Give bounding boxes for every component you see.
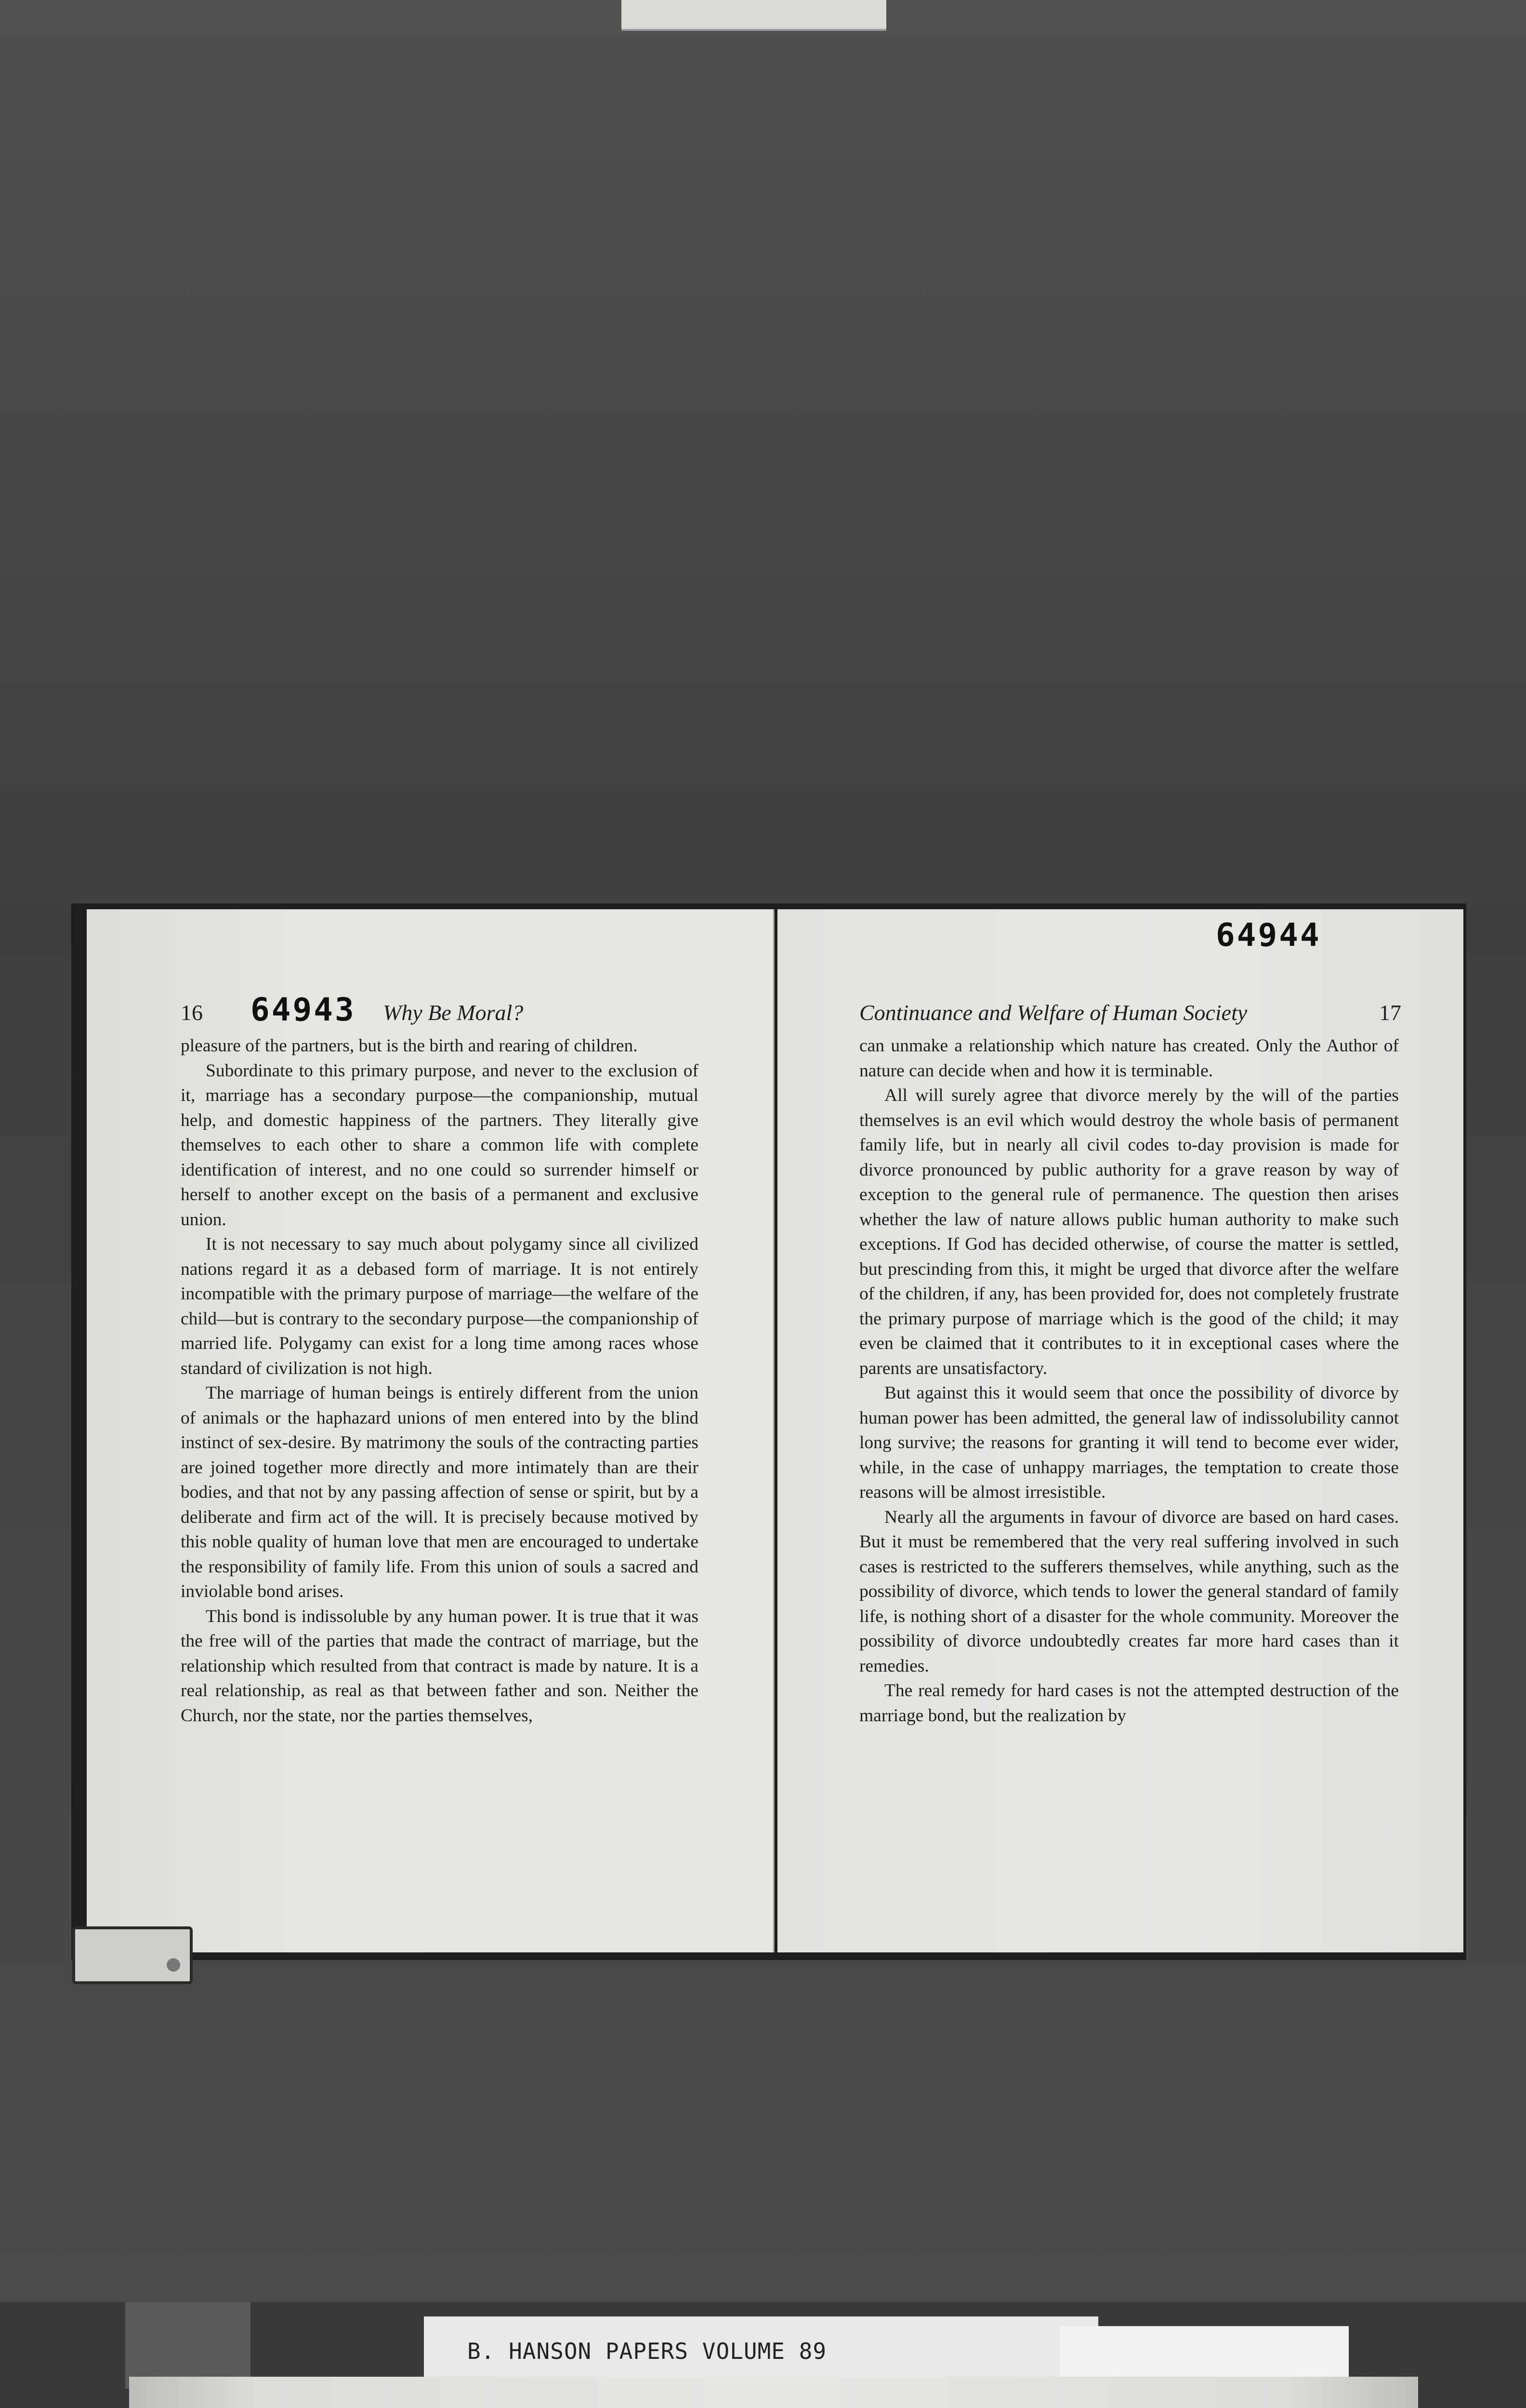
right-page-body — [859, 1034, 1399, 1728]
left-page — [87, 909, 775, 1952]
left-page-stamp: 64943 — [250, 991, 356, 1028]
left-page-header — [181, 991, 744, 1034]
paragraph: But against this it would seem that once the possibility of divorce by human power has been admitted, the general law of indissolubility cannot long survive; the reasons for granting it will tend to become ever wider, while, in the case of unhappy marriages, the temptation to create those reasons will be almost irresistible. — [859, 1383, 1399, 1502]
paragraph: pleasure of the partners, but is the birth and rearing of children. — [181, 1036, 638, 1056]
left-page-body — [181, 1034, 698, 1728]
top-paper-tab — [621, 0, 886, 31]
paragraph: It is not necessary to say much about polygamy since all civilized nations regard it as a debased form of marriage. It is not entirely incompatible with the primary purpose of marriage—the welfare of the child—but is contrary to the secondary purpose—the companionship of married life. Polygamy can exist for a long time among races whose standard of civilization is not high. — [181, 1234, 698, 1378]
right-page-number: 17 — [1379, 1000, 1401, 1025]
paragraph: The real remedy for hard cases is not the attempted destruction of the marriage bond, but the realization by — [859, 1681, 1399, 1726]
binder-clip — [72, 1926, 193, 1984]
collection-label-text: B. HANSON PAPERS VOLUME 89 — [467, 2338, 827, 2364]
paragraph: Nearly all the arguments in favour of divorce are based on hard cases. But it must be remembered that the very real suffering involved in such cases is restricted to the sufferers themselves, while anything, such as the possibility of divorce, which tends to lower the general standard of family life, is nothing short of a disaster for the whole community. Moreover the possibility of divorce undoubtedly creates far more hard cases than it remedies. — [859, 1507, 1399, 1676]
collection-label — [424, 2316, 1098, 2386]
right-page-header — [859, 991, 1401, 1034]
paragraph: All will surely agree that divorce merely by the will of the parties themselves is an evil which would destroy the whole basis of permanent family life, but in nearly all civil codes to-day provision is made for divorce pronounced by public authority for a grave reason by way of exception to the general rule of permanence. The question then arises whether the law of nature allows public human authority to make such exceptions. If God has decided otherwise, of course the matter is settled, but prescinding from this, it might be urged that divorce after the welfare of the children, if any, has been provided for, does not completely frustrate the primary purpose of marriage which is the good of the child; it may even be claimed that it contributes to it in exceptional cases where the parents are unsatisfactory. — [859, 1086, 1399, 1378]
left-page-number: 16 — [181, 1000, 203, 1025]
paragraph: Subordinate to this primary purpose, and never to the exclusion of it, marriage has a secondary purpose—the companionship, mutual help, and domestic happiness of the partners. They literally give themselves to each other to share a common life with complete identification of interest, and no one could so surrender himself or herself to another except on the basis of a permanent and exclusive union. — [181, 1060, 698, 1230]
right-page-stamp: 64944 — [1216, 916, 1321, 954]
paragraph: The marriage of human beings is entirely different from the union of animals or the haphazard unions of men entered into by the blind instinct of sex-desire. By matrimony the souls of the contracting parties are joined together more directly and more intimately than are their bodies, and that not by any passing affection of sense or spirit, but by a deliberate and firm act of the will. It is precisely because motived by this noble quality of human love that men are encouraged to undertake the responsibility of family life. From this union of souls a sacred and inviolable bond arises. — [181, 1383, 698, 1601]
left-running-title: Why Be Moral? — [383, 1000, 524, 1025]
right-running-title: Continuance and Welfare of Human Society — [859, 1000, 1248, 1025]
clip-rivet — [167, 1958, 180, 1972]
archive-label — [129, 2377, 1418, 2408]
paragraph: This bond is indissoluble by any human power. It is true that it was the free will of the parties that made the contract of marriage, but the relationship which resulted from that contract is made by nature. It is a real relationship, as real as that between father and son. Neither the Church, nor the state, nor the parties themselves, — [181, 1606, 698, 1726]
right-page — [777, 909, 1463, 1952]
background-top — [0, 0, 1526, 905]
tape-edge — [125, 2302, 250, 2389]
paragraph: can unmake a relationship which nature has created. Only the Author of nature can decide when and how it is terminable. — [859, 1036, 1399, 1081]
